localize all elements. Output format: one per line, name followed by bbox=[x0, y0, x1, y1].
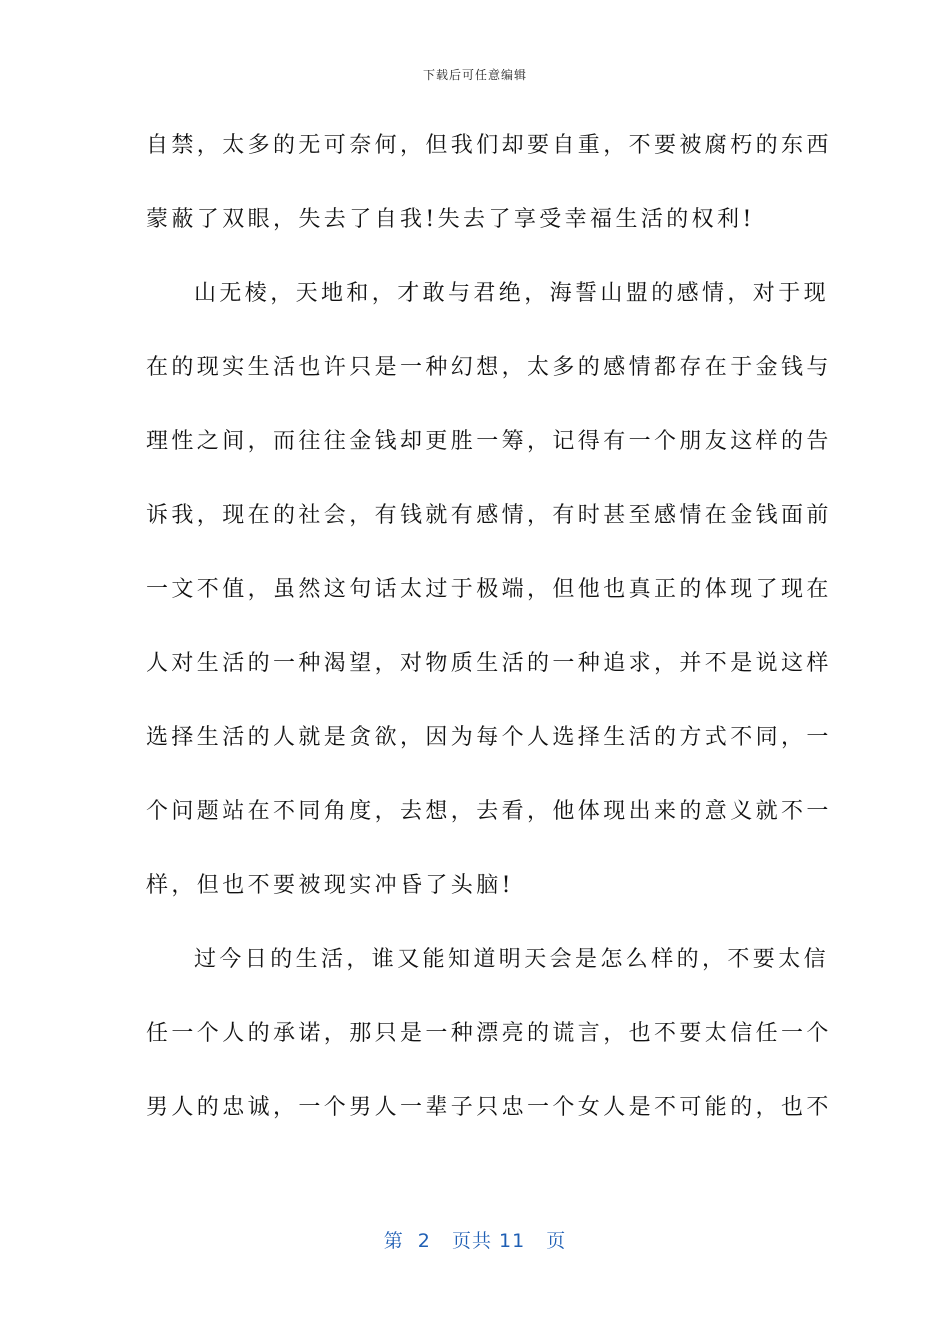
text-line: 在的现实生活也许只是一种幻想，太多的感情都存在于金钱与 bbox=[146, 355, 832, 380]
text-line: 蒙蔽了双眼，失去了自我!失去了享受幸福生活的权利! bbox=[146, 207, 755, 232]
text-line: 选择生活的人就是贪欲，因为每个人选择生活的方式不同，一 bbox=[146, 725, 832, 750]
text-line: 一文不值，虽然这句话太过于极端，但他也真正的体现了现在 bbox=[146, 577, 832, 602]
document-body bbox=[146, 126, 832, 1162]
text-line: 个问题站在不同角度，去想，去看，他体现出来的意义就不一 bbox=[146, 799, 832, 824]
text-line: 人对生活的一种渴望，对物质生活的一种追求，并不是说这样 bbox=[146, 651, 832, 676]
header-note: 下载后可任意编辑 bbox=[422, 68, 527, 82]
text-line: 自禁，太多的无可奈何，但我们却要自重，不要被腐朽的东西 bbox=[146, 133, 832, 158]
text-line: 样，但也不要被现实冲昏了头脑! bbox=[146, 873, 514, 898]
text-line: 男人的忠诚，一个男人一辈子只忠一个女人是不可能的，也不 bbox=[146, 1095, 832, 1120]
text-line: 过今日的生活，谁又能知道明天会是怎么样的，不要太信 bbox=[194, 947, 830, 972]
text-line: 理性之间，而往往金钱却更胜一筹，记得有一个朋友这样的告 bbox=[146, 429, 832, 454]
text-line: 任一个人的承诺，那只是一种漂亮的谎言，也不要太信任一个 bbox=[146, 1021, 832, 1046]
text-line: 诉我，现在的社会，有钱就有感情，有时甚至感情在金钱面前 bbox=[146, 503, 832, 528]
text-line: 山无棱，天地和，才敢与君绝，海誓山盟的感情，对于现 bbox=[194, 281, 830, 306]
page-number-footer: 第 2 页共 11 页 bbox=[383, 1230, 567, 1252]
